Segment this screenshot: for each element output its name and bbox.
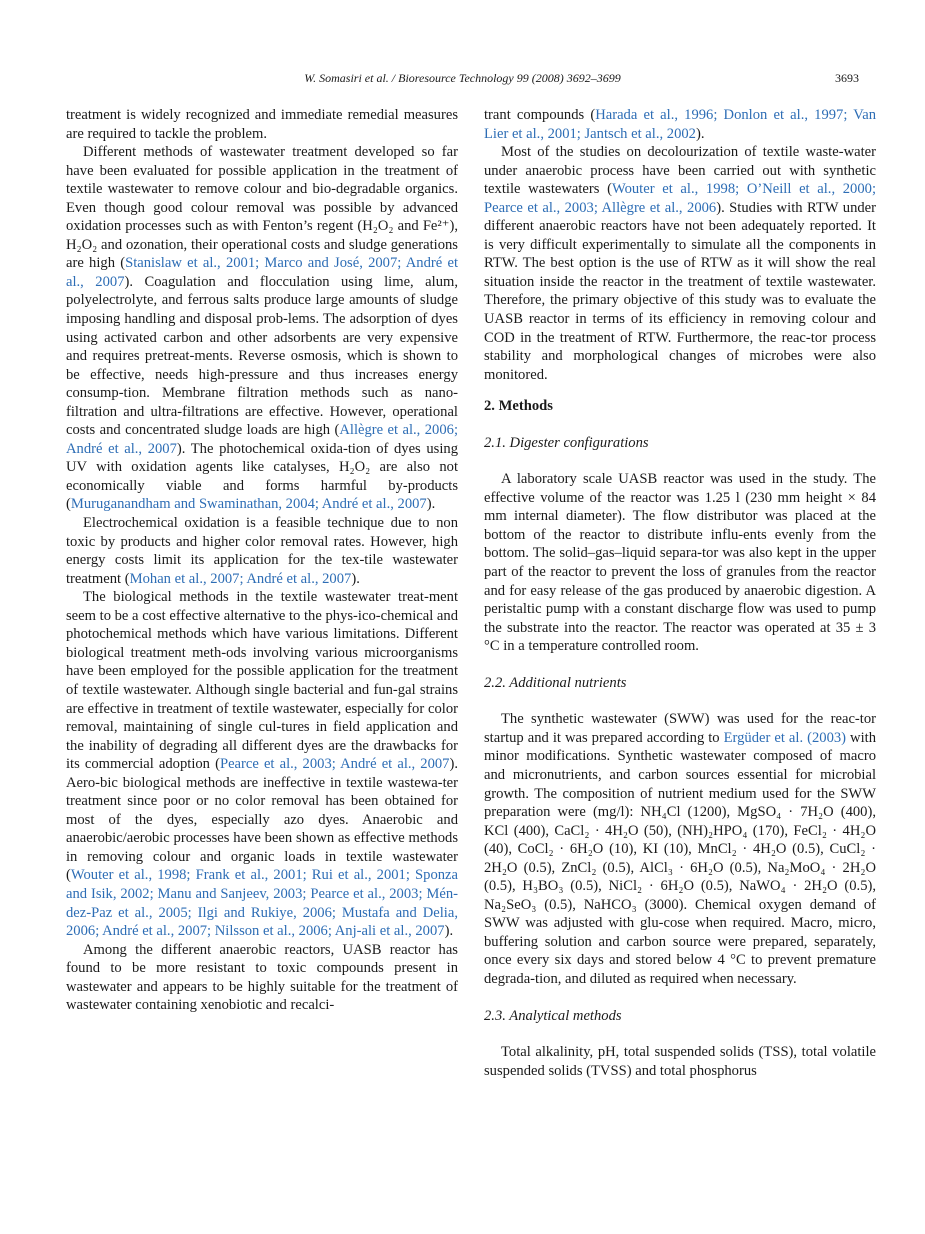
citation-link[interactable]: Wouter et al., 1998; O’Neill et al., 2000; Pearce et al., 2003; Allègre et al., 2006 <box>484 181 876 216</box>
text-span: ). <box>426 496 436 513</box>
running-header <box>66 71 859 89</box>
paragraph: A laboratory scale UASB reactor was used in the study. The effective volume of the reactor was 1.25 l (230 mm height × 84 mm internal diameter). The flow distributor was placed at the bottom of the reactor to distribute influ-ents evenly from the bottom. The solid–gas–liquid separa-tor was also kept in the upper part of the reactor to prevent the loss of granules from the reactor and for easy release of the gas produced by anaerobic digestion. A peristaltic pump with a constant discharge flow was used to pump the substrate into the reactor. The reactor was operated at 35 ± 3 °C in a temperature controlled room. <box>484 471 876 655</box>
citation-link[interactable]: Stanislaw et al., 2001; Marco and José, 2007; André et al., 2007 <box>66 255 458 290</box>
citation-link[interactable]: Harada et al., 1996; Donlon et al., 1997; Van Lier et al., 2001; Jantsch et al., 2002 <box>484 107 876 142</box>
text-span: ). Aero-bic biological methods are ineffective in textile wastewa-ter treatment since poor or no color removal has been obtained for most of the dyes, especially azo dyes. Anaerobic and anaerobic/aerobic processes have been shown as effective methods in removing colour and organic loads in textile wastewater ( <box>66 756 458 884</box>
paragraph <box>66 588 458 940</box>
paragraph <box>484 106 876 143</box>
subsection-heading: 2.3. Analytical methods <box>484 1007 622 1024</box>
text-span: The biological methods in the textile wastewater treat-ment seem to be a cost effective alternative to the phys-ico-chemical and photochemical methods which have various limitations. Different biological treatment meth-ods involving various microorganisms have been employed for the possible application for the treatment of textile wastewater. Although single bacterial and fun-gal strains are effective in treatment of textile wastewater, especially for color removal, maintaining of single cul-tures in field application and the inability of degrading all different dyes are the drawbacks for its commercial adoption ( <box>66 589 458 773</box>
text-span: treatment is widely recognized and immediate remedial measures are required to tackle the problem. <box>66 107 458 142</box>
paragraph <box>484 143 876 384</box>
paragraph <box>66 514 458 588</box>
paragraph <box>66 106 458 143</box>
text-span: Most of the studies on decolourization of textile waste-water under anaerobic process have been carried out with synthetic textile wastewaters ( <box>484 144 876 198</box>
paragraph <box>66 941 458 1015</box>
text-span: ). <box>444 923 454 940</box>
text-span: ). Studies with RTW under different anaerobic reactors have not been adequately reported. It is very difficult experimentally to simulate all the components in RTW. The best option is the use of RTW as it will show the real situation inside the reactor in the treatment of textile wastewater. Therefore, the primary objective of this study was to evaluate the UASB reactor in terms of its efficiency in removing colour and COD in the treatment of RTW. Furthermore, the reac-tor process stability and morphological changes of microbes were also monitored. <box>484 199 876 383</box>
text-span: ). <box>695 125 705 142</box>
citation-link[interactable]: Mohan et al., 2007; André et al., 2007 <box>129 570 352 587</box>
spacer <box>484 452 876 470</box>
paragraph: Total alkalinity, pH, total suspended solids (TSS), total volatile suspended solids (TVSS) and total phosphorus <box>484 1044 876 1079</box>
right-column <box>484 106 876 1080</box>
text-span: ). The photochemical oxida-tion of dyes using UV with oxidation agents like catalyses, H₂O₂ are also not economically viable and forms harmful by-products ( <box>66 440 458 513</box>
subsection-heading: 2.2. Additional nutrients <box>484 674 627 691</box>
paragraph <box>66 143 458 514</box>
citation-link[interactable]: Muruganandham and Swaminathan, 2004; André et al., 2007 <box>70 496 427 513</box>
citation-link[interactable]: Wouter et al., 1998; Frank et al., 2001; Rui et al., 2001; Sponza and Isik, 2002; Manu and Sanjeev, 2003; Pearce et al., 2003; Mén-dez-Paz et al., 2005; Ilgi and Rukiye, 2006; Mustafa and Delia, 2006; André et al., 2007; Nilsson et al., 2006; Anj-ali et al., 2007 <box>66 867 458 940</box>
text-span: Different methods of wastewater treatment developed so far have been evaluated for possible application in the treatment of textile wastewater to remove colour and bio-degradable organics. Even though good colour removal was possible by advanced oxidation processes such as with Fenton’s regent (H₂O₂ and Fe²⁺), H₂O₂ and ozonation, their operational costs and sludge generations are high ( <box>66 144 458 272</box>
text-span: Among the different anaerobic reactors, UASB reactor has found to be more resistant to toxic compounds present in wastewater and appears to be highly suitable for the treatment of wastewater containing xenobiotic and recalci- <box>66 941 458 1014</box>
citation-link[interactable]: Allègre et al., 2006; André et al., 2007 <box>66 422 458 457</box>
spacer <box>484 1025 876 1043</box>
text-span: ). Coagulation and flocculation using lime, alum, polyelectrolyte, and ferrous salts produce large amounts of sludge imposing handling and disposal prob-lems. The adsorption of dyes using activated carbon and other adsorbents are very expensive and requires pretreat-ments. Reverse osmosis, which is shown to be effective, needs high-pressure and thus increases energy consump-tion. Membrane filtration methods such as nano-filtration and ultra-filtrations are effective. However, operational costs and concentrated sludge loads are high ( <box>66 273 459 439</box>
text-span: trant compounds ( <box>484 107 596 123</box>
left-column <box>66 106 458 1015</box>
subsection-heading: 2.1. Digester configurations <box>484 434 649 451</box>
text-span: The synthetic wastewater (SWW) was used for the reac-tor startup and it was prepared according to <box>484 711 876 746</box>
citation-link[interactable]: Pearce et al., 2003; André et al., 2007 <box>219 756 450 773</box>
page-number: 3693 <box>835 71 859 85</box>
spacer <box>484 692 876 710</box>
section-heading: 2. Methods <box>484 398 553 415</box>
citation-link[interactable]: Ergüder et al. (2003) <box>723 729 847 746</box>
text-span: ). <box>351 570 360 587</box>
running-title: W. Somasiri et al. / Bioresource Technology 99 (2008) 3692–3699 <box>304 71 621 85</box>
text-span: with minor modifications. Synthetic wastewater composed of macro and micronutrients, and carbon sources essential for microbial growth. The composition of nutrient medium used for the SWW preparation were (mg/l): NH₄Cl (1200), MgSO₄ · 7H₂O (400), KCl (400), CaCl₂ · 4H₂O (50), (NH)₂HPO₄ (170), FeCl₂ · 4H₂O (40), CoCl₂ · 6H₂O (10), KI (10), MnCl₂ · 4H₂O (0.5), CuCl₂ · 2H₂O (0.5), ZnCl₂ (0.5), AlCl₃ · 6H₂O (0.5), Na₂MoO₄ · 2H₂O (0.5), H₃BO₃ (0.5), NiCl₂ · 6H₂O (0.5), NaWO₄ · 2H₂O (0.5), Na₂SeO₃ (0.5), NaHCO₃ (3000). Chemical oxygen demand of SWW was adjusted with glu-cose when required. Macro, micro, buffering solution and carbon source were prepared, separately, once every six days and stored below 4 °C to prevent premature degrada-tion, and diluted as required when necessary. <box>484 729 876 987</box>
text-span: Electrochemical oxidation is a feasible technique due to non toxic by products and higher color removal rates. However, high energy costs limit its application for the tex-tile wastewater treatment ( <box>66 515 458 587</box>
paragraph <box>484 710 876 988</box>
